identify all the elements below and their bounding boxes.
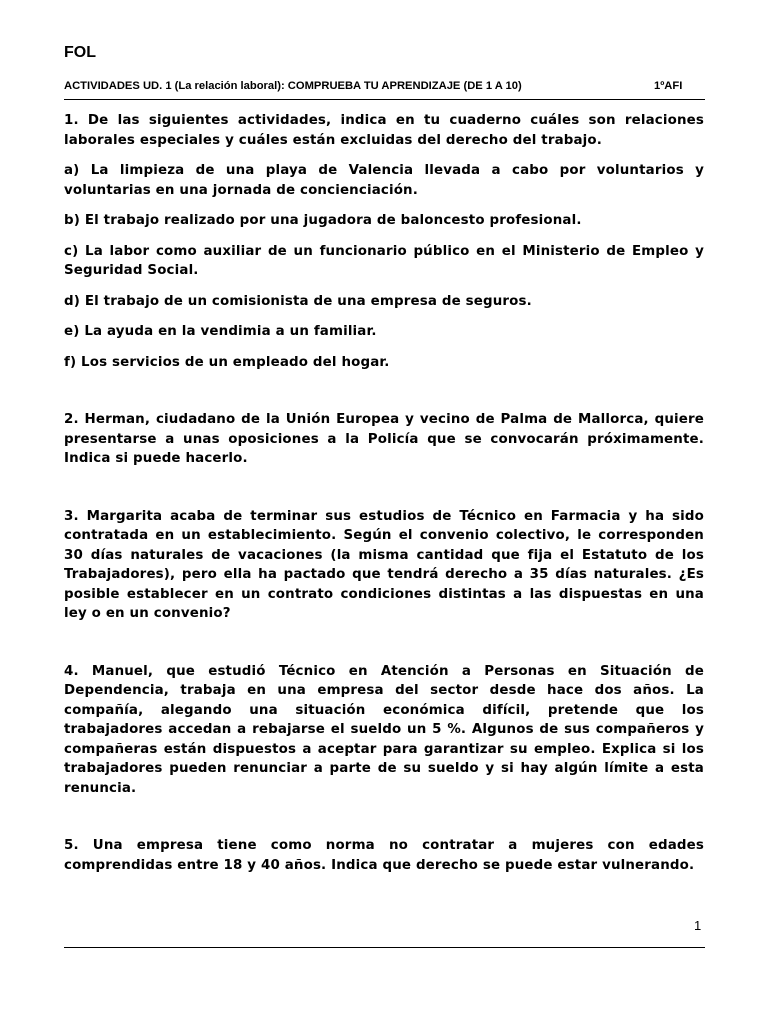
question-1-option-f: f) Los servicios de un empleado del hogar. (64, 354, 390, 370)
question-1-option-b: b) El trabajo realizado por una jugadora de baloncesto profesional. (64, 213, 582, 228)
course-label: 1ºAFI (654, 80, 683, 92)
question-1-option-a: a) La limpieza de una playa de Valencia llevada a cabo por voluntarios y voluntarias en una jornada de concienciación. (64, 163, 704, 198)
question-5: 5. Una empresa tiene como norma no contratar a mujeres con edades comprendidas entre 18 y 40 años. Indica que derecho se puede estar vulnerando. (64, 838, 704, 873)
activity-title-rest: COMPRUEBA TU APRENDIZAJE (DE 1 A 10) (284, 80, 522, 92)
question-1: 1. De las siguientes actividades, indica en tu cuaderno cuáles son relaciones laborales especiales y cuáles están excluidas del derecho del trabajo. (64, 113, 704, 148)
footer-divider (64, 947, 705, 948)
page-number: 1 (694, 918, 702, 933)
question-1-option-c: c) La labor como auxiliar de un funcionario público en el Ministerio de Empleo y Seguridad Social. (64, 243, 704, 278)
question-1-option-e: e) La ayuda en la vendimia a un familiar. (64, 324, 377, 339)
activity-title (64, 80, 522, 92)
activity-title-bold: ACTIVIDADES UD. 1 (La relación laboral): (64, 80, 285, 92)
question-3: 3. Margarita acaba de terminar sus estudios de Técnico en Farmacia y ha sido contratada en un establecimiento. Según el convenio colectivo, le corresponden 30 días naturales de vacaciones (la misma cantidad que fija el Estatuto de los Trabajadores), pero ella ha pactado que tendrá derecho a 35 días naturales. ¿Es posible establecer en un contrato condiciones distintas a las dispuestas en una ley o en un convenio? (64, 508, 704, 621)
question-1-option-d: d) El trabajo de un comisionista de una empresa de seguros. (64, 293, 532, 309)
question-4: 4. Manuel, que estudió Técnico en Atención a Personas en Situación de Dependencia, trabaja en una empresa del sector desde hace dos años. La compañía, alegando una situación económica difícil, pretende que los trabajadores accedan a rebajarse el sueldo un 5 %. Algunos de sus compañeros y compañeras están dispuestos a aceptar para garantizar su empleo. Explica si los trabajadores pueden renunciar a parte de su sueldo y si hay algún límite a esta renuncia. (64, 663, 704, 796)
question-2: 2. Herman, ciudadano de la Unión Europea y vecino de Palma de Mallorca, quiere presentarse a unas oposiciones a la Policía que se convocarán próximamente. Indica si puede hacerlo. (64, 412, 704, 466)
questions-body (64, 111, 704, 875)
subject-title: FOL (64, 44, 96, 61)
header-divider (64, 99, 705, 100)
